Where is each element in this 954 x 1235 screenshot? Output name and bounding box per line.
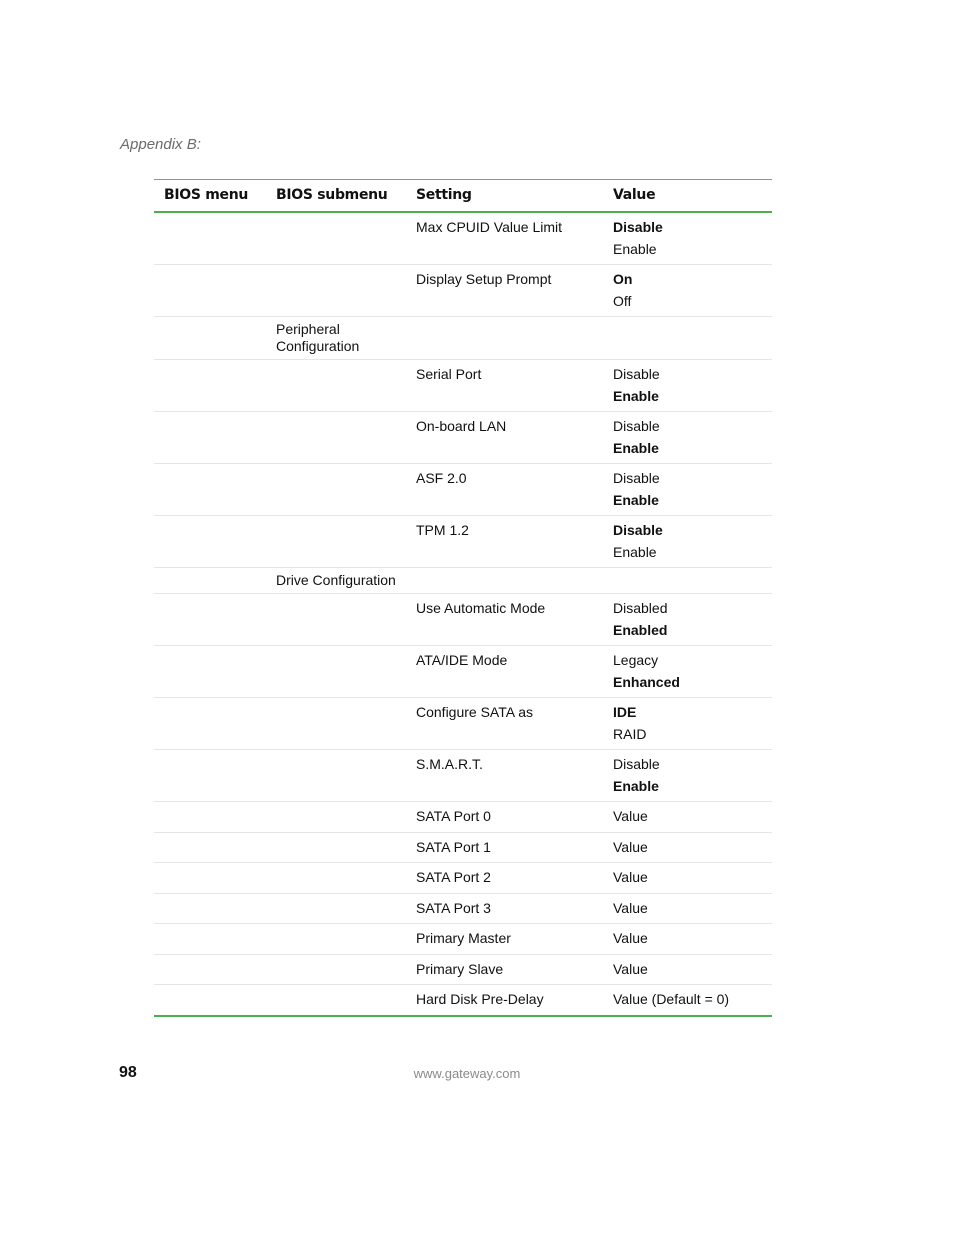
default-value-option: Enabled [613,621,668,638]
cell-bios-menu [154,832,266,863]
cell-bios-menu [154,863,266,894]
cell-bios-submenu [266,924,406,955]
table-body [154,212,772,1015]
cell-setting: SATA Port 2 [406,863,603,894]
cell-bios-submenu [266,265,406,317]
value-option: Value [613,899,648,916]
value-option: Enable [613,543,657,560]
table-row [154,832,772,863]
cell-bios-submenu: Drive Configuration [266,568,406,594]
footer-url: www.gateway.com [413,1066,521,1081]
bios-settings-table [154,179,772,1017]
value-option: Value [613,869,648,885]
cell-setting [406,317,603,360]
value-option: Disabled [613,600,668,616]
default-value-option: Enable [613,777,659,794]
cell-bios-menu [154,212,266,265]
value-option: Value [613,930,648,946]
cell-bios-menu [154,594,266,646]
value-option: Value [613,838,648,855]
page-number: 98 [119,1064,137,1081]
header-bios-submenu: BIOS submenu [266,180,406,212]
value-option: Disable [613,366,660,382]
running-head: Appendix B: [120,136,201,153]
table-row [154,464,772,516]
cell-setting: Display Setup Prompt [406,265,603,317]
cell-bios-submenu [266,863,406,894]
cell-setting: TPM 1.2 [406,516,603,568]
table-row [154,212,772,265]
cell-bios-menu [154,412,266,464]
value-option: Legacy [613,652,659,668]
table-row [154,802,772,833]
bios-table [154,180,772,1015]
cell-value [603,464,772,516]
value-option: Disable [613,756,660,772]
cell-bios-menu [154,646,266,698]
cell-setting: Hard Disk Pre-Delay [416,991,544,1007]
cell-bios-submenu [266,802,406,833]
table-row [154,698,772,750]
cell-bios-menu [154,924,266,955]
cell-bios-submenu [266,750,406,802]
cell-bios-submenu [266,360,406,412]
cell-value [603,412,772,464]
cell-bios-submenu [266,985,406,1015]
cell-setting: ATA/IDE Mode [406,646,603,698]
table-row [154,646,772,698]
table-row [154,568,772,594]
table-header [154,180,772,212]
cell-setting: S.M.A.R.T. [406,750,603,802]
cell-value [603,317,772,360]
cell-value [603,646,772,698]
cell-bios-menu [154,750,266,802]
cell-setting: On-board LAN [406,412,603,464]
cell-setting: ASF 2.0 [406,464,603,516]
cell-value [603,698,772,750]
table-row [154,954,772,985]
cell-value [603,893,772,924]
default-value-option: Enhanced [613,673,680,690]
cell-setting: Use Automatic Mode [406,594,603,646]
cell-bios-submenu [266,893,406,924]
cell-bios-submenu [266,594,406,646]
value-option: Enable [613,240,657,257]
table-row [154,317,772,360]
cell-bios-menu [154,360,266,412]
cell-bios-menu [154,317,266,360]
header-row [154,180,772,212]
cell-value [603,212,772,265]
cell-value [603,802,772,833]
value-option: Off [613,292,632,309]
value-option: Value (Default = 0) [613,991,730,1007]
value-option: Disable [613,470,660,486]
cell-bios-submenu [266,412,406,464]
cell-bios-menu [154,568,266,594]
value-option: Disable [613,418,660,434]
value-option: Value [613,960,648,977]
value-option: Value [613,808,648,824]
cell-bios-submenu [266,698,406,750]
cell-bios-submenu [266,954,406,985]
default-value-option: Enable [613,491,659,508]
table-row [154,924,772,955]
cell-value [603,924,772,955]
cell-value [603,863,772,894]
cell-bios-submenu [266,464,406,516]
cell-value [603,985,772,1015]
cell-bios-menu [154,464,266,516]
default-value-option: IDE [613,704,637,720]
table-row [154,750,772,802]
value-option: RAID [613,725,647,742]
cell-bios-menu [154,698,266,750]
cell-value [603,594,772,646]
cell-setting: Configure SATA as [406,698,603,750]
default-value-option: Enable [613,387,659,404]
cell-bios-menu [154,265,266,317]
default-value-option: On [613,271,633,287]
table-row [154,863,772,894]
default-value-option: Disable [613,522,663,538]
cell-setting: Primary Slave [406,954,603,985]
table-row [154,594,772,646]
cell-setting: SATA Port 0 [406,802,603,833]
cell-setting: SATA Port 3 [406,893,603,924]
cell-setting: Serial Port [406,360,603,412]
cell-value [603,750,772,802]
table-row [154,516,772,568]
cell-setting [406,568,603,594]
table-row [154,265,772,317]
cell-setting: Primary Master [406,924,603,955]
cell-bios-menu [154,802,266,833]
table-row [154,360,772,412]
table-row [154,985,772,1015]
cell-value [603,516,772,568]
cell-bios-submenu: Peripheral Configuration [266,317,406,360]
cell-bios-submenu [266,832,406,863]
cell-bios-menu [154,516,266,568]
cell-bios-submenu [266,646,406,698]
cell-bios-menu [154,893,266,924]
default-value-option: Disable [613,219,663,235]
cell-value [603,360,772,412]
header-bios-menu: BIOS menu [154,180,266,212]
cell-bios-submenu [266,212,406,265]
default-value-option: Enable [613,439,659,456]
cell-value [603,265,772,317]
cell-setting: Max CPUID Value Limit [406,212,603,265]
cell-value [603,832,772,863]
table-row [154,893,772,924]
header-value: Value [603,180,772,212]
cell-value [603,954,772,985]
table-row [154,412,772,464]
cell-bios-menu [154,954,266,985]
header-setting: Setting [406,180,603,212]
cell-value [603,568,772,594]
cell-bios-menu [154,985,266,1015]
cell-bios-submenu [266,516,406,568]
cell-setting: SATA Port 1 [406,832,603,863]
